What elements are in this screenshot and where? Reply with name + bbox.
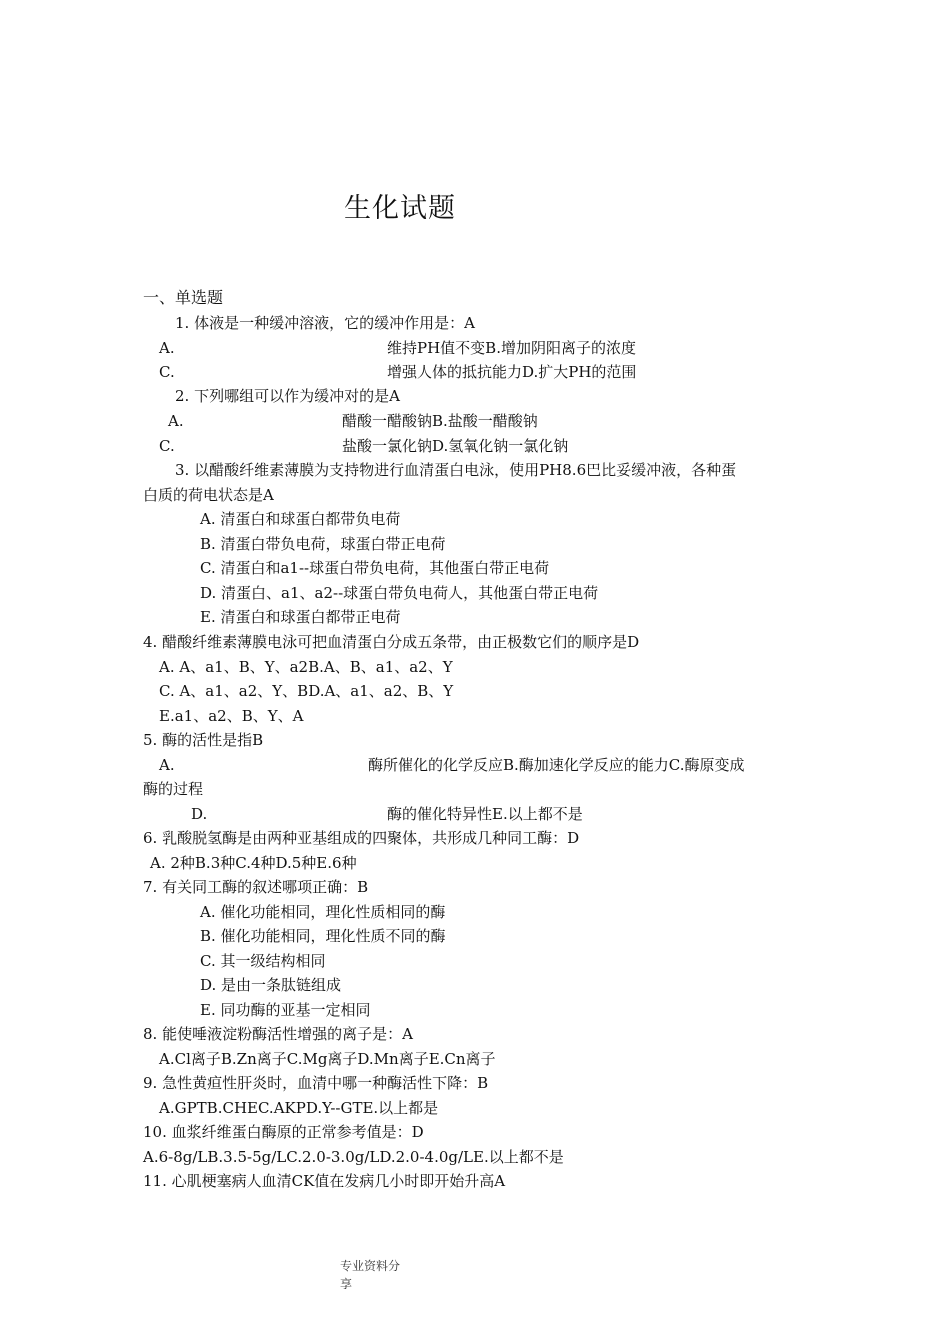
option-line: C. 清蛋白和a1--球蛋白带负电荷，其他蛋白带正电荷 <box>200 559 550 577</box>
page-footer <box>340 1257 400 1293</box>
option-line: E. 同功酶的亚基一定相同 <box>200 1001 371 1019</box>
option-line: A. 2种B.3种C.4种D.5种E.6种 <box>150 854 357 872</box>
question-line: 3. 以醋酸纤维素薄膜为支持物进行血清蛋白电泳，使用PH8.6巴比妥缓冲液，各种蛋 <box>175 461 737 479</box>
option-line: 酶的催化特异性E.以上都不是 <box>387 805 583 823</box>
option-line: A.GPTB.CHEC.AKPD.Y--GTE.以上都是 <box>159 1099 439 1117</box>
question-line: 1. 体液是一种缓冲溶液，它的缓冲作用是：A <box>175 314 475 332</box>
option-line: 盐酸一氯化钠D.氢氧化钠一氯化钠 <box>342 437 569 455</box>
option-label: D. <box>191 805 208 823</box>
option-line: D. 是由一条肽链组成 <box>200 976 342 994</box>
option-line: 维持PH值不变B.增加阴阳离子的浓度 <box>387 339 636 357</box>
question-line: 11. 心肌梗塞病人血清CK值在发病几小时即开始升高A <box>143 1172 506 1190</box>
question-line: 白质的荷电状态是A <box>143 486 274 504</box>
question-line: 2. 下列哪组可以作为缓冲对的是A <box>175 387 400 405</box>
question-line: 8. 能使唾液淀粉酶活性增强的离子是：A <box>143 1025 413 1043</box>
option-line: E.a1、a2、B、Y、A <box>159 707 304 725</box>
option-line: A. 清蛋白和球蛋白都带负电荷 <box>200 510 401 528</box>
question-line: 4. 醋酸纤维素薄膜电泳可把血清蛋白分成五条带，由正极数它们的顺序是D <box>143 633 640 651</box>
option-label: C. <box>159 363 175 381</box>
option-label: C. <box>159 437 175 455</box>
section-heading: 一、单选题 <box>143 288 224 307</box>
option-line: A. A、a1、B、Y、a2B.A、B、a1、a2、Y <box>159 658 453 676</box>
option-line: C. A、a1、a2、Y、BD.A、a1、a2、B、Y <box>159 682 454 700</box>
footer-line: 享 <box>340 1277 353 1291</box>
option-line: E. 清蛋白和球蛋白都带正电荷 <box>200 608 401 626</box>
footer-line: 专业资料分 <box>340 1259 401 1273</box>
option-line: 酶所催化的化学反应B.酶加速化学反应的能力C.酶原变成 <box>368 756 745 774</box>
question-line: 5. 酶的活性是指B <box>143 731 264 749</box>
option-label: A. <box>159 339 175 357</box>
option-line: 酶的过程 <box>143 780 204 798</box>
question-line: 9. 急性黄疸性肝炎时，血清中哪一种酶活性下降：B <box>143 1074 489 1092</box>
option-line: A.6-8g/LB.3.5-5g/LC.2.0-3.0g/LD.2.0-4.0g/LE.以上都不是 <box>143 1148 564 1166</box>
option-line: 醋酸一醋酸钠B.盐酸一醋酸钠 <box>342 412 538 430</box>
option-line: A.Cl离子B.Zn离子C.Mg离子D.Mn离子E.Cn离子 <box>159 1050 496 1068</box>
question-line: 6. 乳酸脱氢酶是由两种亚基组成的四聚体，共形成几种同工酶：D <box>143 829 580 847</box>
option-line: D. 清蛋白、a1、a2--球蛋白带负电荷人，其他蛋白带正电荷 <box>200 584 599 602</box>
option-line: 增强人体的抵抗能力D.扩大PH的范围 <box>387 363 637 381</box>
question-line: 10. 血浆纤维蛋白酶原的正常参考值是：D <box>143 1123 424 1141</box>
page-title: 生化试题 <box>344 193 456 224</box>
option-line: C. 其一级结构相同 <box>200 952 326 970</box>
option-label: A. <box>168 412 184 430</box>
option-line: B. 催化功能相同，理化性质不同的酶 <box>200 927 446 945</box>
question-line: 7. 有关同工酶的叙述哪项正确：B <box>143 878 369 896</box>
option-line: A. 催化功能相同，理化性质相同的酶 <box>200 903 446 921</box>
option-line: B. 清蛋白带负电荷，球蛋白带正电荷 <box>200 535 446 553</box>
option-label: A. <box>159 756 175 774</box>
